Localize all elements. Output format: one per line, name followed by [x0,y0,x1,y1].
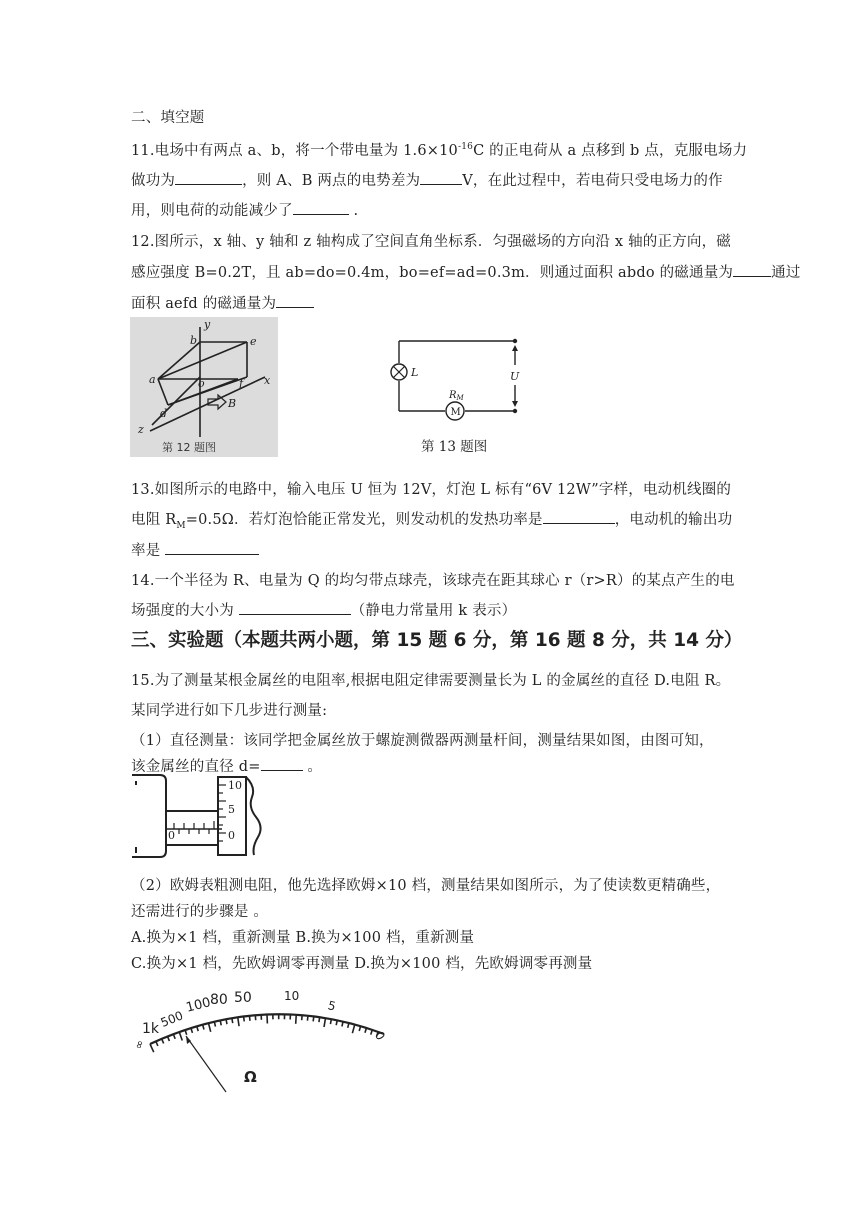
q11-text: ，则 A、B 两点的电势差为 [242,173,421,189]
ohm-scale-tick [209,1023,211,1032]
q12-text: 感应强度 B=0.2T，且 ab=do=0.4m，bo=ef=ad=0.3m．则通过面积 abdo 的磁通量为 [131,265,734,281]
ohm-scale-tick [185,1030,187,1035]
fig12-label: f [239,377,244,390]
micrometer-figure [130,773,265,859]
ohm-scale-label: 100 [184,995,213,1016]
q11-exponent: -16 [457,142,474,153]
ohm-scale-tick [220,1020,221,1025]
q11-text: C 的正电荷从 a 点移到 b 点，克服电场力 [473,143,748,159]
fig12-label: o [198,377,205,390]
q15-part2-line-2: 还需进行的步骤是 。 [131,904,269,920]
ohm-scale-tick [324,1018,325,1027]
q15-options-ab: A.换为×1 档，重新测量 B.换为×100 档，重新测量 [131,930,475,946]
arrow-down-icon [512,401,518,407]
ohm-scale-label: 0 [371,1029,388,1043]
micrometer-tick: 10 [228,779,242,792]
q14-line-1: 14.一个半径为 R、电量为 Q 的均匀带点球壳，该球壳在距其球心 r（r>R）的某点产生的电 [131,573,735,589]
q15-line-1: 15.为了测量某根金属丝的电阻率,根据电阻定律需要测量长为 L 的金属丝的直径 D.电阻 R。 [131,673,731,689]
answer-blank[interactable] [293,200,349,215]
q13-line-2 [131,508,732,531]
ohm-scale-tick [150,1044,154,1052]
figure-12 [130,317,278,457]
ohm-scale-tick [307,1016,308,1021]
fig12-label: y [204,318,211,331]
figure-13-caption: 第 13 题图 [421,439,488,455]
fig12-label: z [138,423,144,436]
q11-line-3 [131,199,358,220]
ohm-scale-tick [179,1032,182,1040]
q14-line-2 [131,599,516,620]
ohm-scale-tick [352,1025,354,1034]
answer-blank[interactable] [239,600,351,615]
answer-blank[interactable] [420,170,462,185]
ohm-scale-tick [244,1016,245,1021]
fig12-label: b [190,334,198,347]
q14-text: （静电力常量用 k 表示） [350,603,517,619]
ohm-scale-tick [238,1017,239,1026]
micrometer-main-zero: 0 [168,829,175,842]
fig12-label: d [160,407,168,420]
figure-13 [385,335,525,425]
section-2-title: 二、填空题 [131,110,205,126]
q11-text: . [348,203,359,219]
q13-text: 率是 [131,543,161,559]
fig12-label: B [228,397,237,410]
ohm-scale-tick [313,1016,314,1021]
q11-text: 用，则电荷的动能减少了 [131,203,293,219]
q15-text: 。 [302,759,323,775]
lamp-icon [391,364,407,380]
q13-text: ，电动机的输出功 [614,512,733,528]
ohm-scale-label: 80 [210,992,228,1008]
q12-line-1: 12.图所示，x 轴、y 轴和 z 轴构成了空间直角坐标系．匀强磁场的方向沿 x 轴的正方向，磁 [131,234,731,250]
ohm-scale-tick [214,1022,215,1027]
ohm-scale-tick [232,1018,233,1023]
q11-text: V，在此过程中，若电荷只受电场力的作 [462,173,723,189]
ohm-scale-tick [173,1034,175,1039]
q15-part2-line-1: （2）欧姆表粗测电阻，他先选择欧姆×10 档，测量结果如图所示，为了使读数更精确些， [131,878,721,894]
arrow-up-icon [512,345,518,351]
ohm-scale-label: 1k [142,1021,160,1037]
answer-blank[interactable] [543,509,615,524]
voltage-label: U [510,370,520,383]
terminal-top [513,339,517,343]
pointer-needle [186,1036,226,1092]
motor-symbol: M [450,407,461,418]
q12-line-3 [131,292,314,313]
section-3-title: 三、实验题（本题共两小题，第 15 题 6 分，第 16 题 8 分，共 14 分） [131,630,743,651]
ohm-scale-tick [156,1041,158,1046]
ohm-scale-tick [162,1039,164,1044]
ohm-scale-tick [371,1030,373,1035]
ohm-scale-tick [226,1019,227,1024]
q13-subscript: M [176,520,186,531]
answer-blank[interactable] [261,756,303,771]
lamp-label: L [411,366,419,379]
q11-line-1 [131,139,747,160]
q15-options-cd: C.换为×1 档，先欧姆调零再测量 D.换为×100 档，先欧姆调零再测量 [131,956,593,972]
answer-blank[interactable] [175,170,242,185]
fig12-label: e [250,335,257,348]
fig12-label: a [149,373,156,386]
ohm-scale-tick [336,1020,337,1025]
q14-text: 场强度的大小为 [131,603,234,619]
ohmmeter-figure [132,978,392,1096]
q11-text: 11.电场中有两点 a、b，将一个带电量为 1.6×10 [131,143,458,159]
q12-text: 面积 aefd 的磁通量为 [131,296,277,312]
answer-blank[interactable] [165,540,259,555]
ohm-scale-tick [330,1019,331,1024]
answer-blank[interactable] [276,293,314,308]
ohm-unit: Ω [244,1068,257,1086]
motor-icon [446,402,464,420]
ohm-scale-tick [168,1036,170,1041]
q13-line-3 [131,539,259,560]
motor-label: $R_M$ [449,390,464,402]
ohm-scale-tick [296,1015,297,1024]
q12-line-2 [131,261,801,282]
ohm-scale-label: 50 [234,990,252,1006]
ohm-scale-tick [319,1017,320,1022]
ohm-scale-label: ∞ [132,1038,148,1052]
ohm-scale-label: 10 [284,989,300,1003]
ohm-scale-label: 5 [326,998,338,1014]
fig12-label: x [264,374,271,387]
figure-12-caption: 第 12 题图 [162,441,216,454]
ohm-scale-tick [342,1022,343,1027]
q12-text: 通过 [771,265,801,281]
q13-line-1: 13.如图所示的电路中，输入电压 U 恒为 12V，灯泡 L 标有“6V 12W”字样，电动机线圈的 [131,482,732,498]
q11-text: 做功为 [131,173,176,189]
q13-text: =0.5Ω．若灯泡恰能正常发光，则发动机的发热功率是 [185,512,543,528]
q15-part1-line-1: （1）直径测量：该同学把金属丝放于螺旋测微器两测量杆间，测量结果如图，由图可知， [131,733,714,749]
ohm-scale-tick [249,1016,250,1021]
q11-line-2 [131,169,723,190]
terminal-bottom [513,409,517,413]
answer-blank[interactable] [733,262,771,277]
micrometer-tick: 0 [228,829,235,842]
q15-text: 该金属丝的直径 d= [131,759,261,775]
q13-text: 电阻 R [131,512,177,528]
ohm-scale-label: 500 [158,1008,186,1030]
q15-line-2: 某同学进行如下几步进行测量: [131,703,328,719]
micrometer-tick: 5 [228,803,235,816]
